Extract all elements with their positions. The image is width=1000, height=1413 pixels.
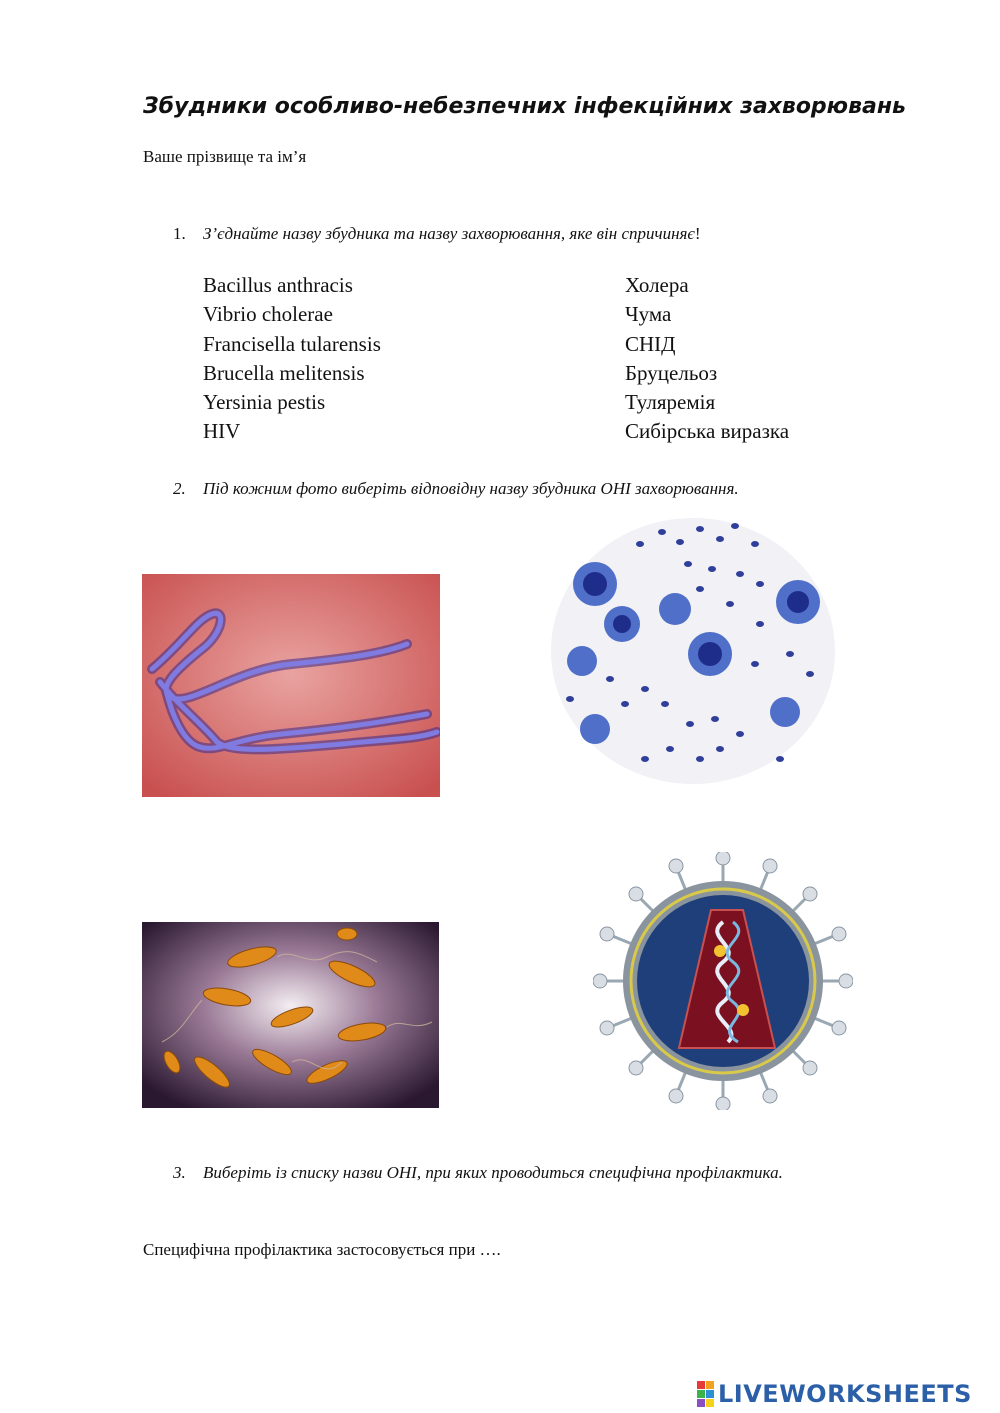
pathogen-item[interactable]: HIV [203, 419, 241, 444]
question-1 [173, 224, 701, 244]
question-3-text: Виберіть із списку назви ОНІ, при яких проводиться специфічна профілактика. [203, 1163, 783, 1182]
disease-item[interactable]: Сибірська виразка [625, 419, 790, 444]
disease-list [625, 271, 789, 447]
vibrio-bacteria-photo [142, 922, 439, 1108]
disease-item[interactable]: Чума [625, 302, 672, 327]
question-2-text: Під кожним фото виберіть відповідну назву збудника ОНІ захворювання. [203, 479, 739, 498]
pathogen-item[interactable]: Brucella melitensis [203, 360, 365, 385]
pathogen-item[interactable]: Yersinia pestis [203, 390, 326, 415]
disease-item[interactable]: Бруцельоз [625, 360, 718, 385]
pathogen-item[interactable]: Vibrio cholerae [203, 302, 333, 327]
ebola-virus-photo [142, 574, 440, 797]
liveworksheets-logo [697, 1378, 972, 1410]
disease-item[interactable]: Туляремія [625, 390, 716, 415]
logo-text: LIVEWORKSHEETS [718, 1380, 972, 1408]
question-1-end: ! [694, 224, 701, 243]
name-prompt: Ваше прізвище та ім’я [143, 147, 307, 166]
hiv-virion-illustration [593, 852, 853, 1110]
question-2-number: 2. [173, 479, 186, 498]
question-3 [173, 1163, 783, 1183]
yersinia-smear-photo [550, 514, 840, 784]
question-2 [173, 479, 739, 499]
disease-item[interactable]: Холера [625, 273, 689, 297]
question-1-number: 1. [173, 224, 186, 243]
question-3-number: 3. [173, 1163, 186, 1182]
pathogen-list [203, 271, 381, 447]
question-1-text: З’єднайте назву збудника та назву захворювання, яке він спричиняє [203, 224, 695, 243]
prophylaxis-prompt: Специфічна профілактика застосовується при …. [143, 1240, 501, 1259]
pathogen-item[interactable]: Bacillus anthracis [203, 273, 353, 297]
page-title: Збудники особливо-небезпечних інфекційних захворювань [143, 94, 906, 119]
logo-blocks-icon [697, 1381, 714, 1407]
pathogen-item[interactable]: Francisella tularensis [203, 331, 381, 356]
disease-item[interactable]: СНІД [625, 331, 676, 356]
